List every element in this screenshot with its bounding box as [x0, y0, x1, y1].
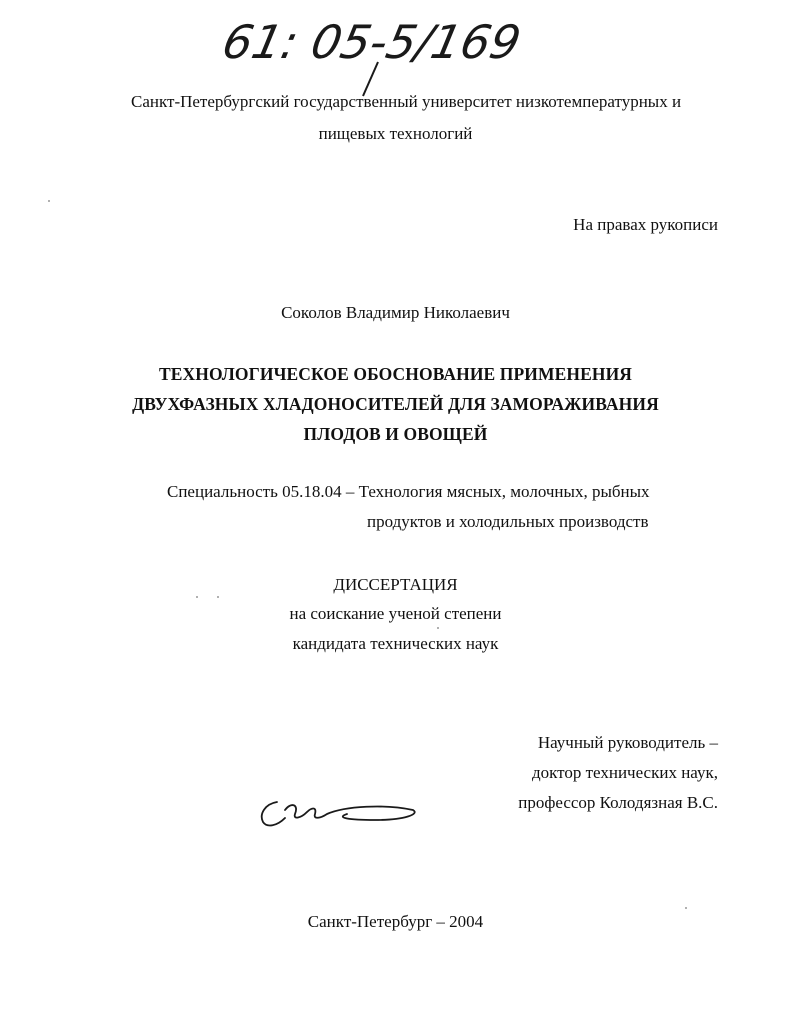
university-name-line-1: Санкт-Петербургский государственный университет низкотемпературных и — [131, 92, 682, 111]
specialty-line-2: продуктов и холодильных производств — [367, 512, 649, 531]
author-name: Соколов Владимир Николаевич — [281, 303, 510, 322]
rights-note: На правах рукописи — [573, 215, 718, 234]
archive-code-text: 61: 05-5/169 — [217, 15, 526, 69]
author-signature — [255, 792, 420, 832]
degree-line-1: на соискание ученой степени — [289, 604, 502, 623]
city-year: Санкт-Петербург – 2004 — [307, 912, 484, 931]
advisor-name: профессор Колодязная В.С. — [518, 793, 718, 812]
advisor-role: Научный руководитель – — [537, 733, 718, 752]
archive-code-svg — [217, 2, 526, 98]
degree-line-2: кандидата технических наук — [292, 634, 499, 653]
scan-speck — [48, 200, 50, 202]
advisor-degree: доктор технических наук, — [531, 763, 718, 782]
university-name-line-2: пищевых технологий — [318, 124, 473, 143]
archive-code-handwritten — [217, 2, 526, 98]
specialty-line-1: Специальность 05.18.04 – Технология мясных, молочных, рыбных — [167, 482, 650, 501]
scan-speck — [437, 627, 439, 629]
scan-speck — [196, 596, 198, 598]
thesis-title-line-2: ДВУХФАЗНЫХ ХЛАДОНОСИТЕЛЕЙ ДЛЯ ЗАМОРАЖИВАНИЯ — [132, 394, 659, 414]
thesis-title-line-3: ПЛОДОВ И ОВОЩЕЙ — [303, 424, 488, 444]
dissertation-label: ДИССЕРТАЦИЯ — [333, 575, 458, 594]
scan-speck — [685, 907, 687, 909]
thesis-title-line-1: ТЕХНОЛОГИЧЕСКОЕ ОБОСНОВАНИЕ ПРИМЕНЕНИЯ — [158, 364, 633, 384]
signature-svg — [255, 792, 420, 832]
scan-speck — [217, 596, 219, 598]
